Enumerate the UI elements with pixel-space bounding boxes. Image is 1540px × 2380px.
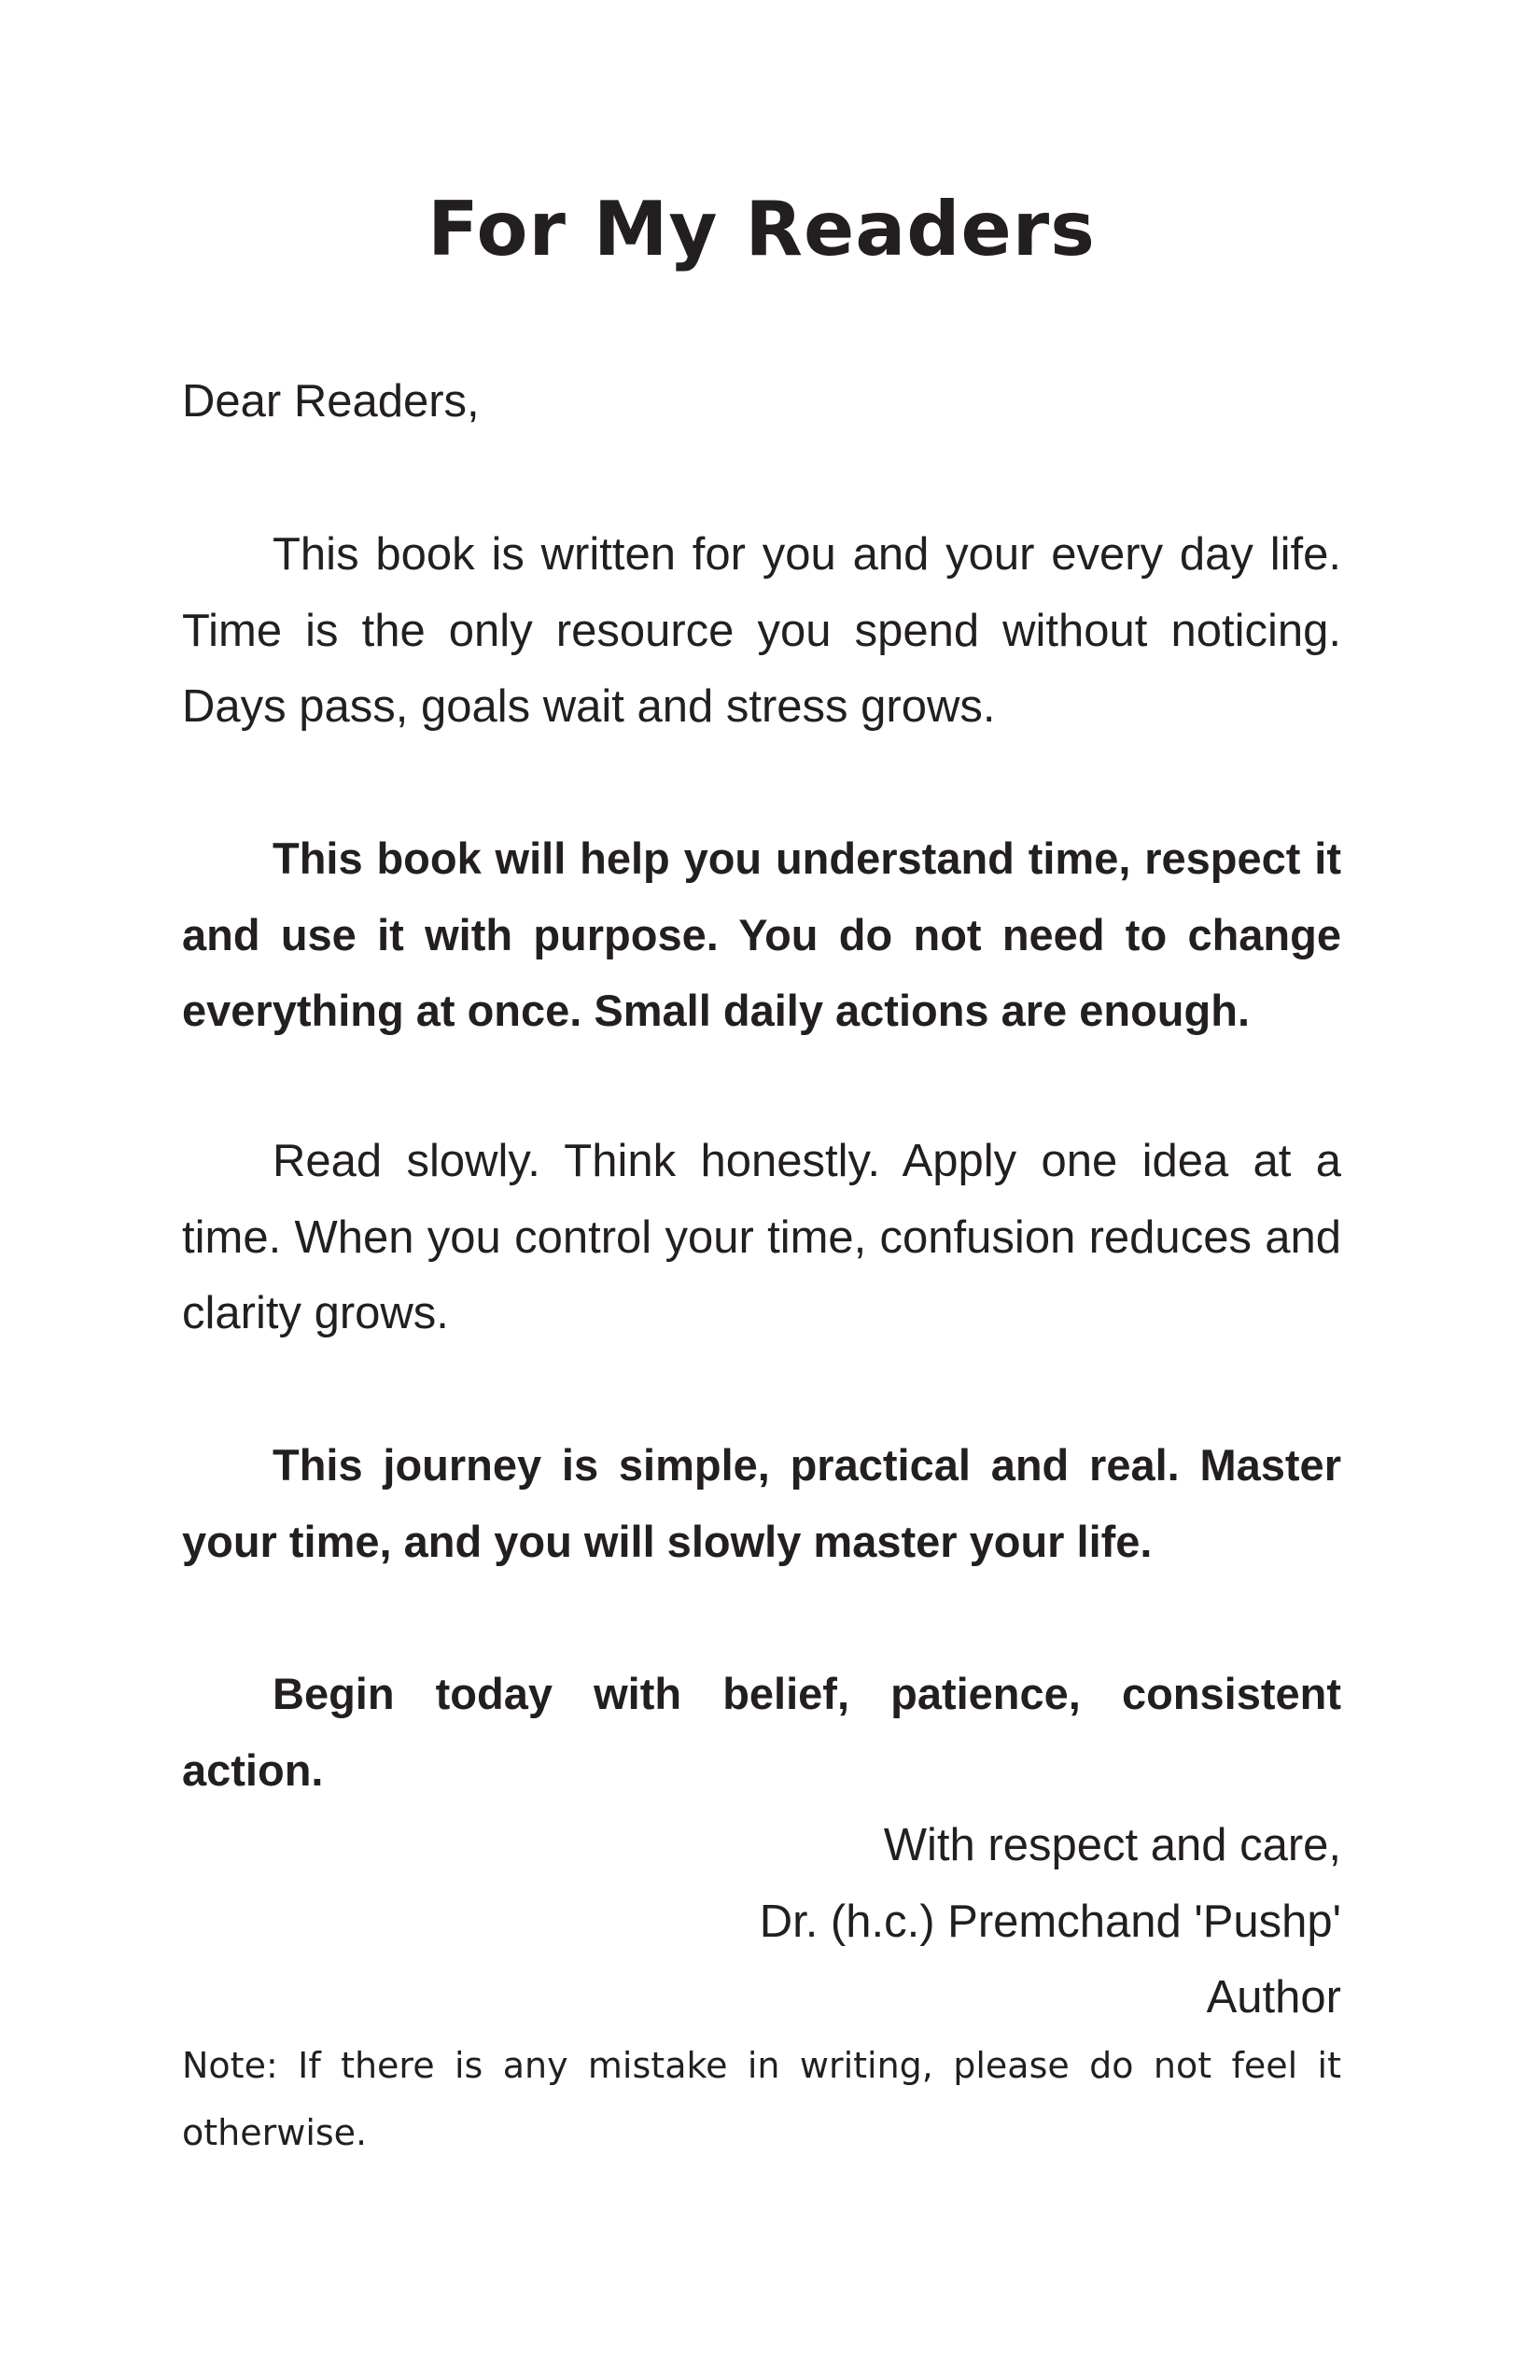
paragraph-1: This book is written for you and your every day life. Time is the only resource you spend without noticing. Days pass, goals wait and stress grows. <box>182 529 1341 732</box>
footnote: Note: If there is any mistake in writing, please do not feel it otherwise. <box>182 2045 1341 2153</box>
paragraph-4: This journey is simple, practical and real. Master your time, and you will slowly master your life. <box>182 1440 1341 1566</box>
signoff-block <box>182 1808 1341 2037</box>
paragraph-3: Read slowly. Think honestly. Apply one idea at a time. When you control your time, confusion reduces and clarity grows. <box>182 1136 1341 1338</box>
page-title: For My Readers <box>427 186 1096 273</box>
paragraph-5: Begin today with belief, patience, consistent action. <box>182 1669 1341 1795</box>
salutation: Dear Readers, <box>182 376 480 427</box>
closing-line: With respect and care, <box>883 1820 1341 1870</box>
author-role: Author <box>1206 1972 1341 2023</box>
paragraph-2: This book will help you understand time, respect it and use it with purpose. You do not need to change everything at once. Small daily actions are enough. <box>182 833 1341 1035</box>
author-name: Dr. (h.c.) Premchand 'Pushp' <box>759 1896 1341 1947</box>
